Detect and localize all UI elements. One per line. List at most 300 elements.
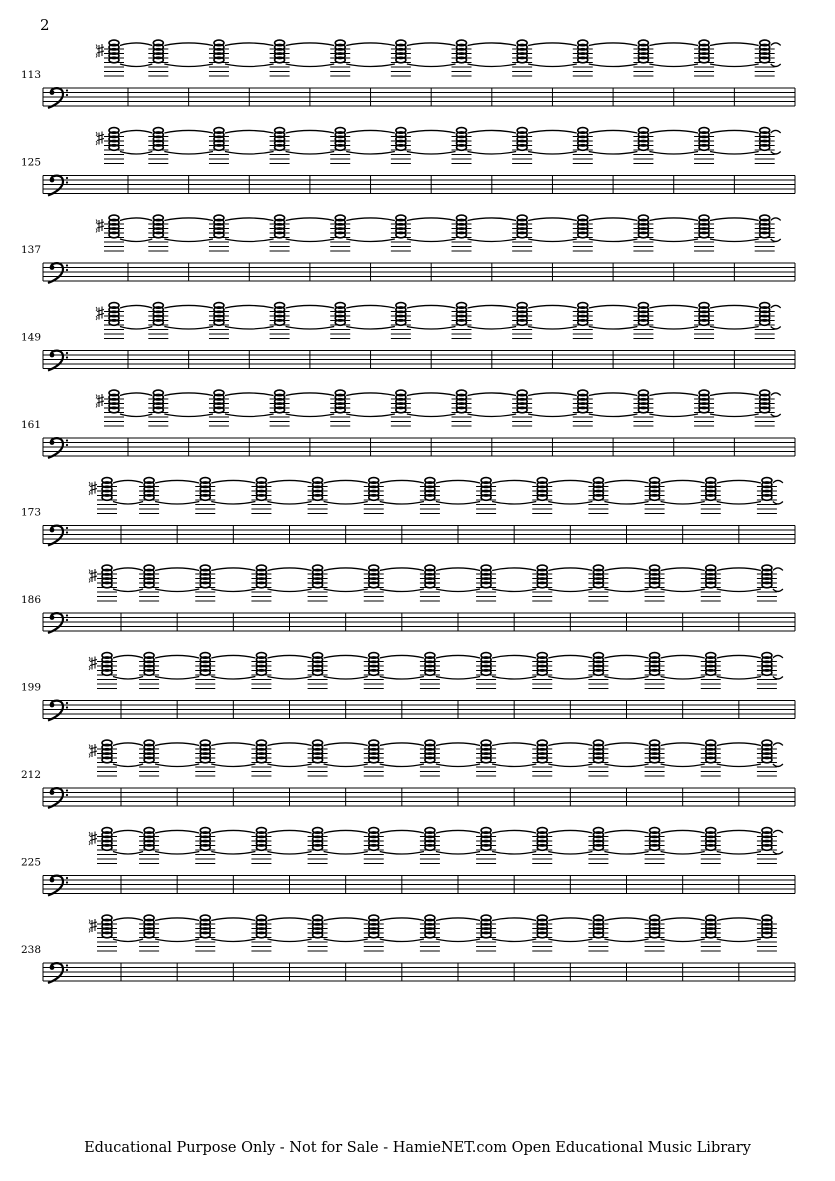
tie (771, 305, 781, 308)
tied-chord (532, 740, 592, 776)
tie (548, 677, 592, 680)
tie (773, 764, 783, 767)
tie (717, 743, 761, 746)
tied-chord (96, 303, 152, 339)
tie (710, 414, 759, 417)
tie (492, 677, 536, 680)
tied-chord (330, 215, 395, 251)
tied-chord (330, 390, 395, 426)
tied-chord (701, 653, 761, 689)
tie (113, 939, 143, 942)
tied-chord (209, 40, 274, 76)
tied-chord (209, 303, 274, 339)
tied-chord (588, 565, 648, 601)
tie (225, 130, 274, 133)
tie (528, 414, 577, 417)
tied-chord (251, 565, 311, 601)
tied-chord (89, 565, 143, 601)
tied-chord (701, 478, 761, 514)
tie (267, 939, 311, 942)
tie (604, 764, 648, 767)
tied-chord (96, 215, 152, 251)
tied-chord (573, 40, 638, 76)
footer-text: Educational Purpose Only - Not for Sale - HamieNET.com Open Educational Music Library (84, 1140, 751, 1156)
tie (436, 655, 480, 658)
tied-chord (420, 915, 480, 951)
tie (113, 589, 143, 592)
tied-chord (532, 565, 592, 601)
tie (407, 414, 456, 417)
tie (717, 677, 761, 680)
tie (661, 589, 705, 592)
tie (589, 152, 638, 155)
tie (717, 589, 761, 592)
tie (155, 830, 199, 833)
tie (286, 239, 335, 242)
tie (267, 830, 311, 833)
tie (492, 764, 536, 767)
tie (436, 830, 480, 833)
bass-clef-icon (48, 963, 68, 983)
staff-system (21, 565, 795, 633)
tie (286, 152, 335, 155)
tied-chord (645, 828, 705, 864)
tied-chord (148, 303, 213, 339)
tie (661, 852, 705, 855)
tied-chord (195, 478, 255, 514)
tied-chord (694, 215, 759, 251)
tie (155, 568, 199, 571)
tie (436, 677, 480, 680)
tie (492, 655, 536, 658)
tie (528, 305, 577, 308)
tied-chord (476, 915, 536, 951)
tie (286, 327, 335, 330)
bass-clef-icon (48, 88, 68, 108)
tie (468, 218, 517, 221)
tied-chord (148, 40, 213, 76)
tie (267, 743, 311, 746)
tie (717, 655, 761, 658)
tie (771, 64, 781, 67)
tie (589, 64, 638, 67)
tied-chord (532, 478, 592, 514)
tie (528, 130, 577, 133)
tie (120, 327, 152, 330)
tied-chord (645, 653, 705, 689)
tie (548, 743, 592, 746)
tied-chord (701, 565, 761, 601)
tie (649, 239, 698, 242)
tie (589, 239, 638, 242)
tie (589, 305, 638, 308)
tie (324, 502, 368, 505)
tie (164, 218, 213, 221)
tie (407, 393, 456, 396)
tie (120, 393, 152, 396)
tied-chord (89, 915, 143, 951)
measure-number: 137 (21, 244, 42, 256)
tie (380, 568, 424, 571)
tie (661, 918, 705, 921)
tie (710, 64, 759, 67)
tie (468, 239, 517, 242)
tied-chord (139, 653, 199, 689)
tie (113, 852, 143, 855)
tie (773, 830, 783, 833)
tie (548, 655, 592, 658)
tie (164, 43, 213, 46)
tie (436, 764, 480, 767)
tied-chord (195, 565, 255, 601)
tie (649, 393, 698, 396)
tied-chord (308, 828, 368, 864)
staff-system (21, 828, 795, 896)
tie (380, 764, 424, 767)
tie (710, 130, 759, 133)
staff-system (21, 915, 795, 983)
tie (155, 480, 199, 483)
tied-chord (251, 915, 311, 951)
tied-chord (308, 478, 368, 514)
tie (380, 939, 424, 942)
tied-chord (694, 303, 759, 339)
tie (211, 589, 255, 592)
tied-chord (420, 653, 480, 689)
tie (710, 393, 759, 396)
tied-chord (633, 390, 698, 426)
tie (225, 239, 274, 242)
tie (661, 677, 705, 680)
tie (211, 939, 255, 942)
tied-chord (364, 828, 424, 864)
tied-chord (701, 915, 761, 951)
staff-system (21, 128, 795, 196)
tied-chord (512, 128, 577, 164)
tie (771, 239, 781, 242)
tie (436, 502, 480, 505)
tie (773, 480, 783, 483)
tie (164, 393, 213, 396)
tie (773, 589, 783, 592)
tied-chord (364, 565, 424, 601)
measure-number: 225 (21, 856, 42, 869)
tie (324, 677, 368, 680)
tied-chord (645, 478, 705, 514)
tie (468, 64, 517, 67)
tie (492, 568, 536, 571)
tie (286, 43, 335, 46)
bass-clef-icon (48, 351, 68, 371)
tied-chord (532, 915, 592, 951)
tie (548, 589, 592, 592)
tied-chord (476, 828, 536, 864)
tie (436, 852, 480, 855)
tie (155, 918, 199, 921)
tie (407, 327, 456, 330)
tied-chord (701, 828, 761, 864)
tied-chord (452, 303, 517, 339)
tied-chord (452, 40, 517, 76)
tie (589, 327, 638, 330)
tie (661, 655, 705, 658)
tie (346, 327, 395, 330)
tied-chord (420, 740, 480, 776)
tie (267, 568, 311, 571)
tied-chord (694, 390, 759, 426)
tie (771, 327, 781, 330)
tie (211, 480, 255, 483)
tie (324, 830, 368, 833)
tie (155, 655, 199, 658)
tie (492, 918, 536, 921)
tie (548, 852, 592, 855)
tie (120, 414, 152, 417)
tied-chord (96, 128, 152, 164)
tie (286, 414, 335, 417)
tie (324, 852, 368, 855)
tie (771, 393, 781, 396)
tied-chord (391, 215, 456, 251)
tie (468, 305, 517, 308)
tie (120, 43, 152, 46)
tie (661, 764, 705, 767)
tie (661, 830, 705, 833)
tie (548, 480, 592, 483)
tie (436, 480, 480, 483)
tie (120, 64, 152, 67)
tie (773, 568, 783, 571)
bass-clef-icon (48, 788, 68, 808)
tie (492, 480, 536, 483)
tied-chord (195, 740, 255, 776)
tied-chord (270, 215, 335, 251)
tied-chord (251, 828, 311, 864)
tie (120, 130, 152, 133)
tied-chord (633, 215, 698, 251)
tie (717, 918, 761, 921)
tie (436, 743, 480, 746)
tie (407, 130, 456, 133)
tied-chord (270, 128, 335, 164)
tied-chord (270, 390, 335, 426)
tie (604, 918, 648, 921)
tied-chord (633, 128, 698, 164)
tie (324, 655, 368, 658)
tie (604, 589, 648, 592)
tie (589, 130, 638, 133)
tied-chord (148, 215, 213, 251)
staff-system (21, 390, 795, 458)
tie (324, 939, 368, 942)
tied-chord (308, 653, 368, 689)
tie (155, 764, 199, 767)
tie (211, 918, 255, 921)
tied-chord (588, 478, 648, 514)
tied-chord (139, 478, 199, 514)
tied-chord (573, 215, 638, 251)
tie (324, 743, 368, 746)
tie (492, 939, 536, 942)
tie (710, 239, 759, 242)
tie (225, 305, 274, 308)
tie (604, 852, 648, 855)
tied-chord (573, 303, 638, 339)
tie (771, 43, 781, 46)
tied-chord (633, 303, 698, 339)
measure-number: 125 (21, 156, 42, 169)
tie (528, 64, 577, 67)
tie (604, 502, 648, 505)
tied-chord (512, 215, 577, 251)
tied-chord (391, 390, 456, 426)
tie (267, 502, 311, 505)
tie (225, 414, 274, 417)
tied-chord (476, 478, 536, 514)
tied-chord (364, 478, 424, 514)
tie (113, 830, 143, 833)
tie (120, 152, 152, 155)
tie (155, 743, 199, 746)
staff-system (21, 303, 795, 371)
tied-chord (308, 915, 368, 951)
tie (346, 239, 395, 242)
tie (649, 218, 698, 221)
tie (380, 655, 424, 658)
tied-chord (364, 653, 424, 689)
tie (589, 218, 638, 221)
measure-number: 149 (21, 331, 42, 344)
tie (407, 239, 456, 242)
tie (324, 764, 368, 767)
tied-chord (701, 740, 761, 776)
tie (346, 130, 395, 133)
tie (113, 655, 143, 658)
tied-chord (391, 303, 456, 339)
tie (267, 480, 311, 483)
tie (436, 568, 480, 571)
tie (380, 743, 424, 746)
tie (380, 830, 424, 833)
tie (717, 852, 761, 855)
tie (113, 480, 143, 483)
tie (661, 568, 705, 571)
tie (589, 414, 638, 417)
tie (120, 218, 152, 221)
tie (649, 43, 698, 46)
tie (528, 239, 577, 242)
tie (324, 589, 368, 592)
tie (324, 568, 368, 571)
tie (604, 830, 648, 833)
tied-chord (532, 828, 592, 864)
tie (155, 502, 199, 505)
tied-chord (452, 390, 517, 426)
tie (528, 218, 577, 221)
tie (211, 677, 255, 680)
tie (113, 918, 143, 921)
tied-chord (420, 478, 480, 514)
tied-chord (532, 653, 592, 689)
tied-chord (89, 740, 143, 776)
tie (548, 830, 592, 833)
tie (407, 64, 456, 67)
tie (548, 918, 592, 921)
tied-chord (148, 390, 213, 426)
tied-chord (476, 740, 536, 776)
tie (267, 764, 311, 767)
tie (528, 43, 577, 46)
tie (661, 939, 705, 942)
tie (407, 43, 456, 46)
bass-clef-icon (48, 526, 68, 546)
tie (468, 43, 517, 46)
tie (164, 327, 213, 330)
tie (604, 655, 648, 658)
tied-chord (139, 565, 199, 601)
tie (324, 918, 368, 921)
tie (710, 305, 759, 308)
tie (211, 764, 255, 767)
tie (773, 852, 783, 855)
tie (661, 743, 705, 746)
tied-chord (308, 565, 368, 601)
tied-chord (694, 128, 759, 164)
tied-chord (96, 40, 152, 76)
tie (346, 64, 395, 67)
tie (155, 852, 199, 855)
tie (604, 480, 648, 483)
tie (164, 130, 213, 133)
tie (771, 130, 781, 133)
tie (436, 589, 480, 592)
tie (717, 939, 761, 942)
tied-chord (251, 740, 311, 776)
tie (113, 764, 143, 767)
tie (164, 305, 213, 308)
tied-chord (364, 740, 424, 776)
tied-chord (588, 915, 648, 951)
tie (492, 743, 536, 746)
tie (548, 502, 592, 505)
tied-chord (209, 128, 274, 164)
tied-chord (588, 653, 648, 689)
tied-chord (195, 653, 255, 689)
tie (225, 152, 274, 155)
tied-chord (420, 565, 480, 601)
tie (164, 152, 213, 155)
measure-number: 238 (21, 944, 42, 956)
tied-chord (573, 390, 638, 426)
tie (407, 152, 456, 155)
tie (120, 305, 152, 308)
tie (286, 218, 335, 221)
tie (717, 830, 761, 833)
tie (771, 152, 781, 155)
tie (771, 218, 781, 221)
tied-chord (209, 390, 274, 426)
tie (267, 655, 311, 658)
tied-chord (330, 303, 395, 339)
bass-clef-icon (48, 176, 68, 196)
tie (346, 305, 395, 308)
tie (113, 743, 143, 746)
tie (113, 677, 143, 680)
tie (548, 939, 592, 942)
tied-chord (633, 40, 698, 76)
tie (286, 393, 335, 396)
tied-chord (694, 40, 759, 76)
